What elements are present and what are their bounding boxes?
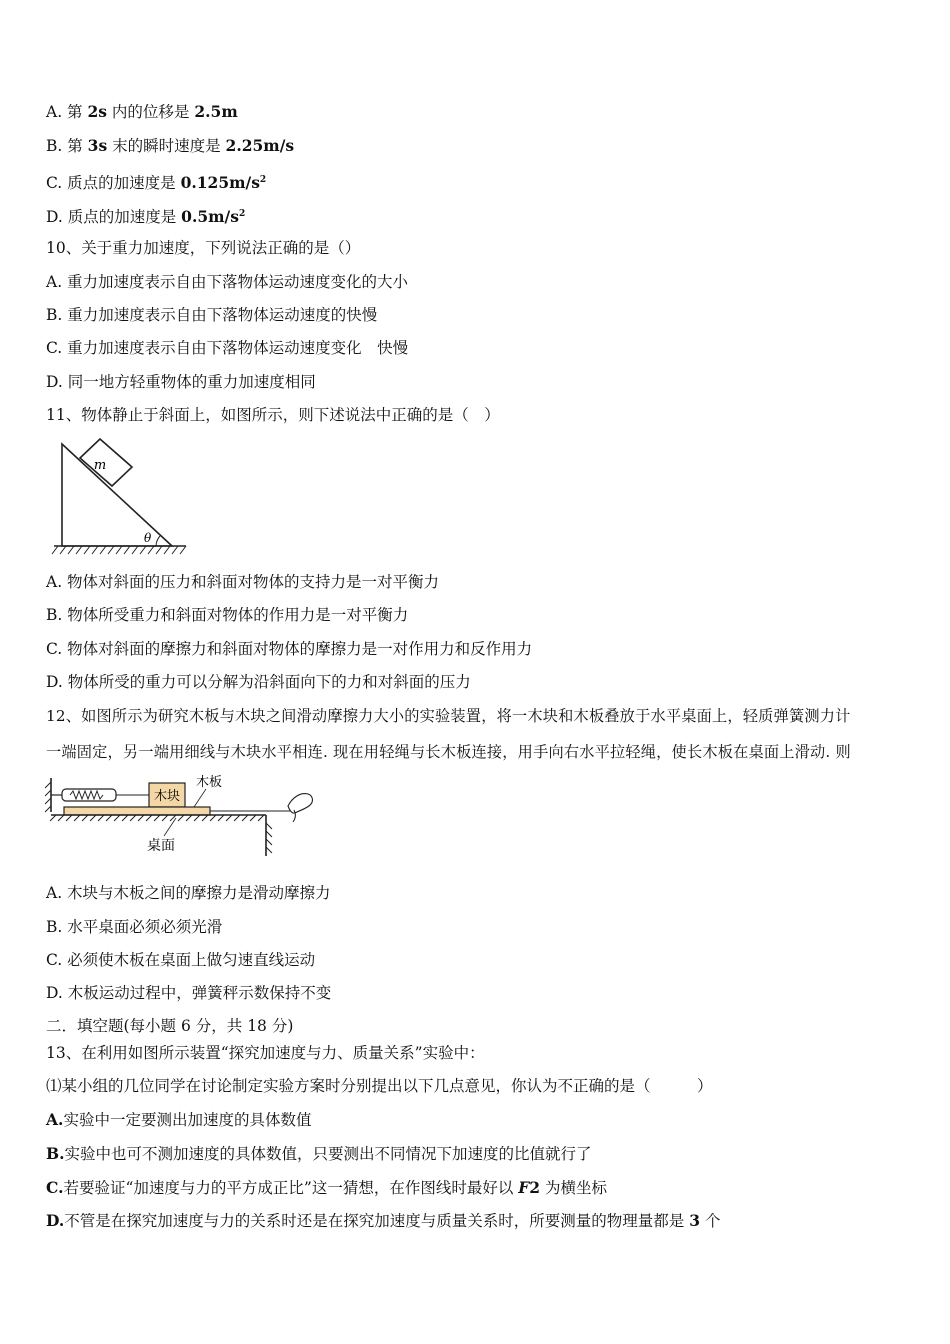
board-label: 木板 — [196, 775, 223, 790]
q9-option-d: D. 质点的加速度是 $0.5m/s^2$ — [46, 207, 246, 226]
q12-option-d: D. 木板运动过程中，弹簧秤示数保持不变 — [46, 984, 332, 1002]
q9-option-b: B. 第 3s 末的瞬时速度是 2.25m/s — [46, 136, 295, 155]
q12-stem-line1: 12、如图所示为研究木板与木块之间滑动摩擦力大小的实验装置，将一木块和木板叠放于水平桌面上，轻质弹簧测力计 — [46, 707, 851, 725]
angle-label: θ — [144, 531, 152, 545]
q12-stem-line2: 一端固定，另一端用细线与木块水平相连. 现在用轻绳与长木板连接，用手向右水平拉轻绳，使长木板在桌面上滑动. 则 — [46, 743, 851, 761]
q13-option-c: C.若要验证“加速度与力的平方成正比”这一猜想，在作图线时最好以 F2 为横坐标 — [46, 1178, 607, 1197]
q13-option-b: B.实验中也可不测加速度的具体数值，只要测出不同情况下加速度的比值就行了 — [46, 1144, 592, 1163]
left-wall-hatching — [45, 782, 51, 812]
q10-stem: 10、关于重力加速度，下列说法正确的是（） — [46, 239, 361, 257]
q10-option-a: A. 重力加速度表示自由下落物体运动速度变化的大小 — [46, 273, 409, 291]
q11-option-a: A. 物体对斜面的压力和斜面对物体的支持力是一对平衡力 — [46, 573, 440, 591]
section-2-title: 二．填空题(每小题 6 分，共 18 分) — [46, 1017, 294, 1035]
q13-sub1-stem: ⑴某小组的几位同学在讨论制定实验方案时分别提出以下几点意见，你认为不正确的是（ ） — [46, 1077, 713, 1095]
friction-apparatus-figure — [44, 768, 324, 863]
q11-stem: 11、物体静止于斜面上，如图所示，则下述说法中正确的是（ ） — [46, 406, 500, 424]
incline-figure — [50, 438, 195, 558]
board — [64, 807, 210, 815]
q10-option-d: D. 同一地方轻重物体的重力加速度相同 — [46, 373, 316, 391]
q12-option-a: A. 木块与木板之间的摩擦力是滑动摩擦力 — [46, 884, 331, 902]
q13-stem: 13、在利用如图所示装置“探究加速度与力、质量关系”实验中： — [46, 1044, 485, 1062]
q9-option-a: A. 第 2s 内的位移是 2.5m — [46, 102, 238, 121]
mass-label: m — [93, 458, 107, 473]
table-hatching — [50, 815, 264, 821]
hand-icon — [288, 794, 312, 813]
q12-option-b: B. 水平桌面必须必须光滑 — [46, 918, 223, 936]
board-label-leader — [194, 789, 206, 807]
q10-option-b: B. 重力加速度表示自由下落物体运动速度的快慢 — [46, 306, 378, 324]
q13-option-a: A.实验中一定要测出加速度的具体数值 — [46, 1110, 312, 1129]
q11-option-b: B. 物体所受重力和斜面对物体的作用力是一对平衡力 — [46, 606, 409, 624]
q11-option-c: C. 物体对斜面的摩擦力和斜面对物体的摩擦力是一对作用力和反作用力 — [46, 640, 533, 658]
ground-hatching — [52, 546, 186, 554]
wood-block-label: 木块 — [153, 789, 181, 804]
table-label: 桌面 — [147, 838, 175, 854]
q12-option-c: C. 必须使木板在桌面上做匀速直线运动 — [46, 951, 316, 969]
angle-arc — [156, 536, 160, 546]
q10-option-c: C. 重力加速度表示自由下落物体运动速度变化 快慢 — [46, 339, 409, 357]
q9-option-c: C. 质点的加速度是 $0.125m/s^2$ — [46, 173, 267, 192]
q11-option-d: D. 物体所受的重力可以分解为沿斜面向下的力和对斜面的压力 — [46, 673, 471, 691]
q13-option-d: D.不管是在探究加速度与力的关系时还是在探究加速度与质量关系时，所要测量的物理量都是 3 个 — [46, 1211, 721, 1230]
